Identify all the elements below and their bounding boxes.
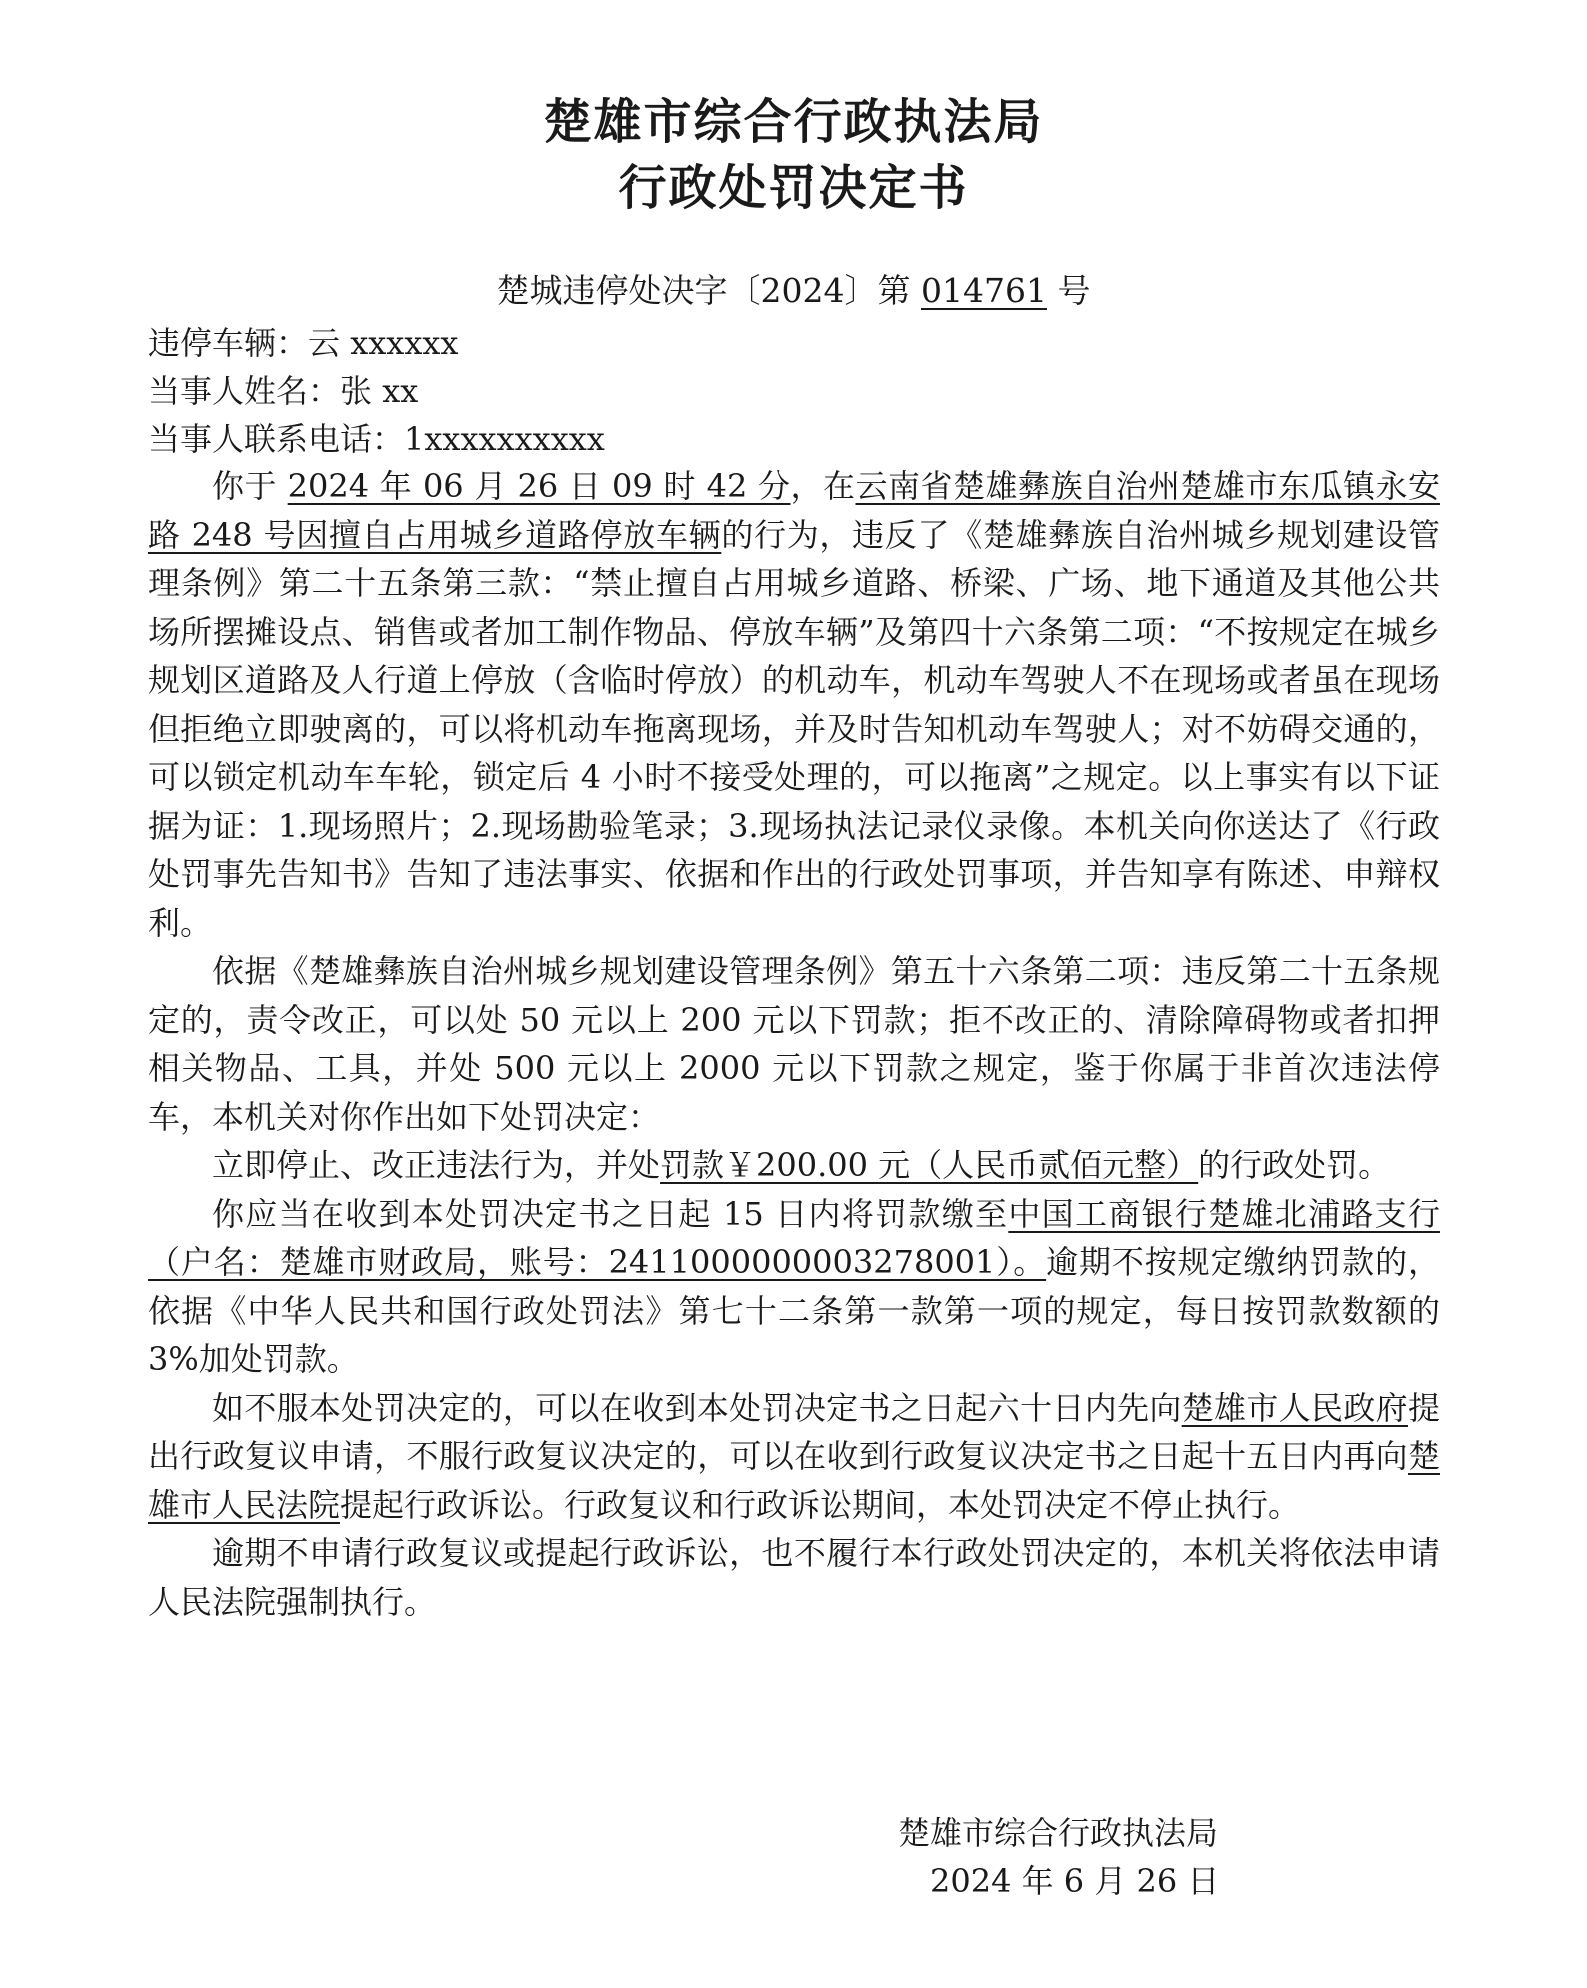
payment-text-1: 你应当在收到本处罚决定书之日起 15 日内将罚款缴至 <box>212 1194 1009 1233</box>
penalty-text-1: 立即停止、改正违法行为，并处 <box>212 1146 661 1184</box>
fine-amount: 罚款￥200.00 元（人民币贰佰元整） <box>660 1146 1199 1184</box>
facts-text-1: 你于 <box>212 467 277 505</box>
appeal-text-3: 提起行政诉讼。行政复议和行政诉讼期间，本处罚决定不停止执行。 <box>340 1485 1301 1524</box>
vehicle-value: 云 xxxxxx <box>308 324 459 362</box>
party-name-field <box>148 368 418 414</box>
payment-paragraph <box>148 1190 1440 1384</box>
vehicle-label: 违停车辆： <box>148 324 309 362</box>
party-name-label: 当事人姓名： <box>148 372 341 410</box>
litigation-court: 楚雄市人民法院 <box>148 1437 1440 1524</box>
party-phone-field <box>148 416 605 462</box>
doc-no-number: 014761 <box>921 271 1047 310</box>
party-name-value: 张 xx <box>340 372 419 410</box>
enforcement-text: 逾期不申请行政复议或提起行政诉讼，也不履行本行政处罚决定的，本机关将依法申请人民法院强制执行。 <box>148 1534 1440 1621</box>
party-phone-label: 当事人联系电话： <box>148 420 405 458</box>
appeal-paragraph <box>148 1384 1440 1530</box>
payment-text-2: 逾期不按规定缴纳罚款的，依据《中华人民共和国行政处罚法》第七十二条第一款第一项的规定，每日按罚款数额的 3%加处罚款。 <box>148 1243 1440 1378</box>
penalty-text-2: 的行政处罚。 <box>1198 1146 1391 1184</box>
vehicle-field <box>148 320 458 366</box>
review-authority: 楚雄市人民政府 <box>1181 1388 1408 1427</box>
appeal-text-1: 如不服本处罚决定的，可以在收到本处罚决定书之日起六十日内先向 <box>212 1388 1182 1427</box>
party-phone-value: 1xxxxxxxxxx <box>404 420 605 458</box>
violation-location: 云南省楚雄彝族自治州楚雄市东瓜镇永安路 248 号因擅自占用城乡道路停放车辆 <box>148 467 1440 554</box>
penalty-paragraph <box>148 1141 1440 1190</box>
document-number <box>0 268 1587 314</box>
doc-no-prefix: 楚城违停处决字〔2024〕第 <box>496 271 911 310</box>
document-body <box>148 462 1440 1626</box>
violation-time: 2024 年 06 月 26 日 09 时 42 分 <box>287 467 791 505</box>
facts-text-3: 的行为，违反了《楚雄彝族自治州城乡规划建设管理条例》第二十五条第三款：“禁止擅自占用城乡道路、桥梁、广场、地下通道及其他公共场所摆摊设点、销售或者加工制作物品、停放车辆”及第四十六条第二项：“不按规定在城乡规划区道路及人行道上停放（含临时停放）的机动车，机动车驾驶人不在现场或者虽在现场但拒绝立即驶离的，可以将机动车拖离现场，并及时告知机动车驾驶人；对不妨碍交通的，可以锁定机动车车轮，锁定后 4 小时不接受处理的，可以拖离”之规定。以上事实有以下证据为证：1.现场照片；2.现场勘验笔录；3.现场执法记录仪录像。本机关向你送达了《行政处罚事先告知书》告知了违法事实、依据和作出的行政处罚事项，并告知享有陈述、申辩权利。 <box>148 515 1440 942</box>
facts-text-2: ，在 <box>790 467 856 505</box>
enforcement-paragraph <box>148 1529 1440 1626</box>
agency-title: 楚雄市综合行政执法局 <box>543 94 1044 150</box>
legal-basis-text: 依据《楚雄彝族自治州城乡规划建设管理条例》第五十六条第二项：违反第二十五条规定的，责令改正，可以处 50 元以上 200 元以下罚款；拒不改正的、清除障碍物或者扣押相关物品、工具，并处 500 元以上 2000 元以下罚款之规定，鉴于你属于非首次违法停车，本机关对你作出如下处罚决定： <box>148 952 1440 1136</box>
signature-date: 2024 年 6 月 26 日 <box>930 1862 1220 1900</box>
appeal-text-2: 提出行政复议申请，不服行政复议决定的，可以在收到行政复议决定书之日起十五日内再向 <box>148 1388 1440 1475</box>
facts-paragraph <box>148 462 1440 947</box>
signature-organization: 楚雄市综合行政执法局 <box>898 1814 1219 1852</box>
doc-no-suffix: 号 <box>1057 271 1091 310</box>
legal-basis-paragraph <box>148 947 1440 1141</box>
bank-account-info: 中国工商银行楚雄北浦路支行（户名：楚雄市财政局，账号：2411000000003278001）。 <box>148 1194 1440 1281</box>
document-title: 行政处罚决定书 <box>618 160 969 216</box>
